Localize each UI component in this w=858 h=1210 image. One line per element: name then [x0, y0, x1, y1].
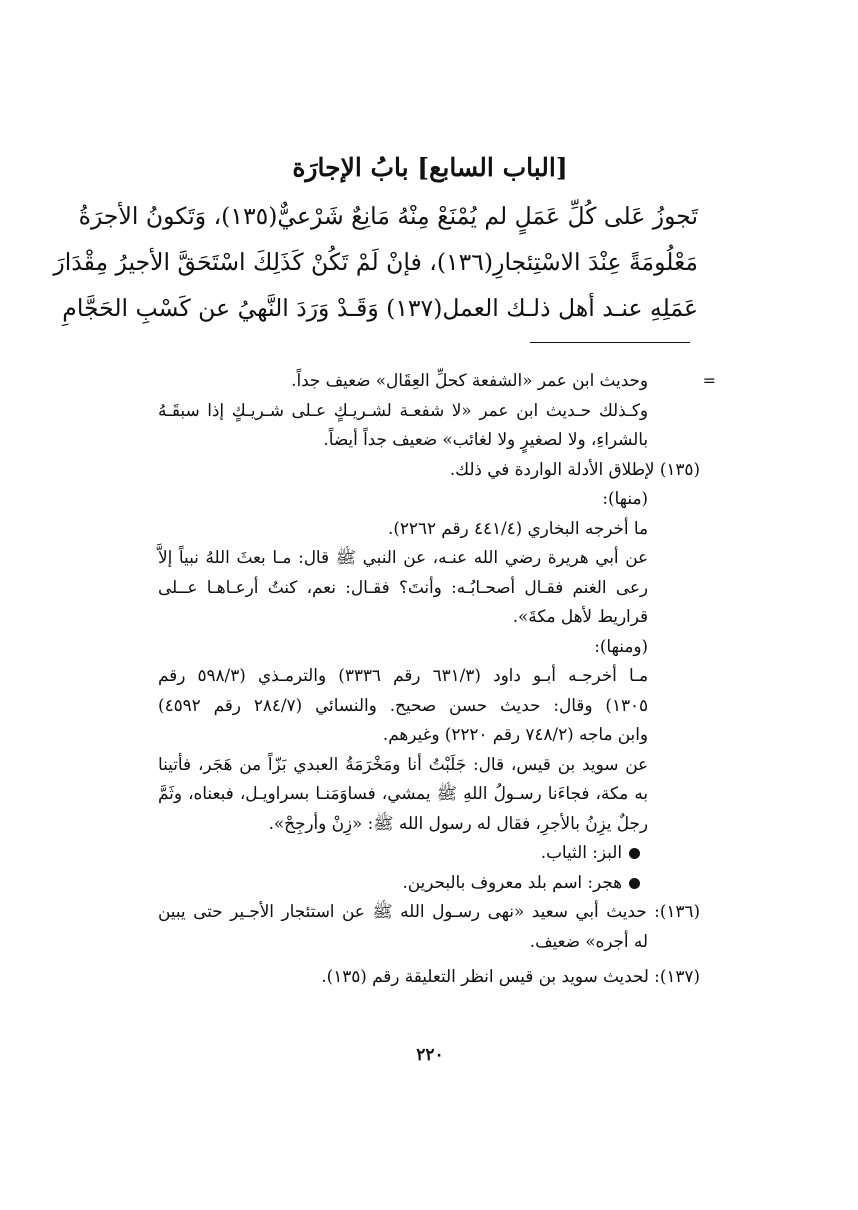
footnote-line: ١٣٠٥) وقال: حديث حسن صحيح. والنسائي (٢٨٤/٧ رقم ٤٥٩٢): [158, 694, 648, 715]
footnotes: [158, 366, 716, 992]
gloss-text: البز: الثياب.: [540, 842, 622, 862]
footnote-line: عن أبي هريرة رضي الله عنـه، عن النبي ﷺ قال: مـا بعثَ اللهُ نبياً إلاَّ: [158, 547, 648, 567]
footnote-line: ما أخرجه البخاري (٤٤١/٤ رقم ٢٢٦٢).: [388, 517, 648, 538]
chapter-title: [الباب السابع] بابُ الإجارَة: [292, 153, 568, 182]
footnote-line: له أجره» ضعيف.: [529, 930, 648, 951]
footnote-text: وحديث ابن عمر «الشفعة كحلِّ العِقَال» ضعيف جداً.: [291, 370, 648, 390]
main-text-line: مَعْلُومَةً عِنْدَ الاسْتِئجارِ(١٣٦)، فإنْ لَمْ تَكُنْ كَذَلِكَ اسْتَحَقَّ الأجيرُ مِقْدَارَ: [53, 248, 698, 276]
footnote-135: (١٣٥) لإطلاق الأدلة الواردة في ذلك.: [449, 458, 700, 479]
footnote-line: قراريط لأهل مكةَ».: [512, 606, 648, 626]
bullet-icon: [629, 848, 640, 859]
footnote-line: به مكة، فجاءَنا رسـولُ اللهِ ﷺ يمشي، فساوَمَنـا بسراويـل، فبعناه، وثَمَّ: [158, 783, 648, 803]
footnote-line: بالشراءِ، ولا لصغيرٍ ولا لغائب» ضعيف جداً أيضاً.: [323, 429, 648, 449]
continuation-mark: =: [702, 371, 716, 390]
main-text: [53, 193, 698, 331]
main-text-line: تَجوزُ عَلى كُلِّ عَمَلٍ لم يُمْنَعْ مِنْهُ مَانِعٌ شَرْعيٌّ(١٣٥)، وَتَكونُ الأجرَةُ: [78, 202, 698, 230]
footnote-line: وكـذلك حـديث ابن عمر «لا شفعـة لشـريـكٍ عـلى شـريـكٍ إذا سبقَـهُ: [158, 399, 648, 420]
footnote-137: (١٣٧): لحديث سويد بن قيس انظر التعليقة رقم (١٣٥).: [321, 966, 700, 986]
bullet-icon: [629, 878, 640, 889]
page-number: ٢٢٠: [416, 1045, 444, 1065]
footnote-line: [158, 366, 716, 396]
gloss-item: [158, 838, 700, 868]
footnote-line: عن سويد بن قيس، قال: جَلَبْتُ أنا ومَخْرَمَةُ العبدي بَزّاً من هَجَر، فأتينا: [158, 753, 648, 774]
footnote-line: رجلٌ يزِنُ بالأجرِ، فقال له رسول الله ﷺ: «زِنْ وأرجِحْ».: [268, 812, 648, 833]
footnote-line: وابن ماجه (٧٤٨/٢ رقم ٢٢٢٠) وغيرهم.: [382, 724, 648, 744]
gloss-text: هجر: اسم بلد معروف بالبحرين.: [402, 871, 622, 892]
footnote-line: مـا أخرجـه أبـو داود (٦٣١/٣ رقم ٣٣٣٦) والترمـذي (٥٩٨/٣ رقم: [158, 665, 648, 685]
footnote-136: (١٣٦): حديث أبي سعيد «نهى رسـول الله ﷺ عن استئجار الأجـير حتى يبين: [158, 901, 700, 921]
footnote-line: (منها):: [602, 488, 648, 508]
footnote-separator: [530, 342, 690, 343]
footnote-line: رعى الغنم فقـال أصحـابُـه: وأنتَ؟ فقـال: نعم، كنتُ أرعـاهـا عــلى: [158, 576, 648, 597]
main-text-line: عَمَلِهِ عنـد أهل ذلـك العمل(١٣٧) وَقَـدْ وَرَدَ النَّهيُ عن كَسْبِ الحَجَّامِ: [62, 294, 698, 322]
gloss-item: [158, 868, 700, 898]
footnote-line: (ومنها):: [594, 635, 648, 656]
